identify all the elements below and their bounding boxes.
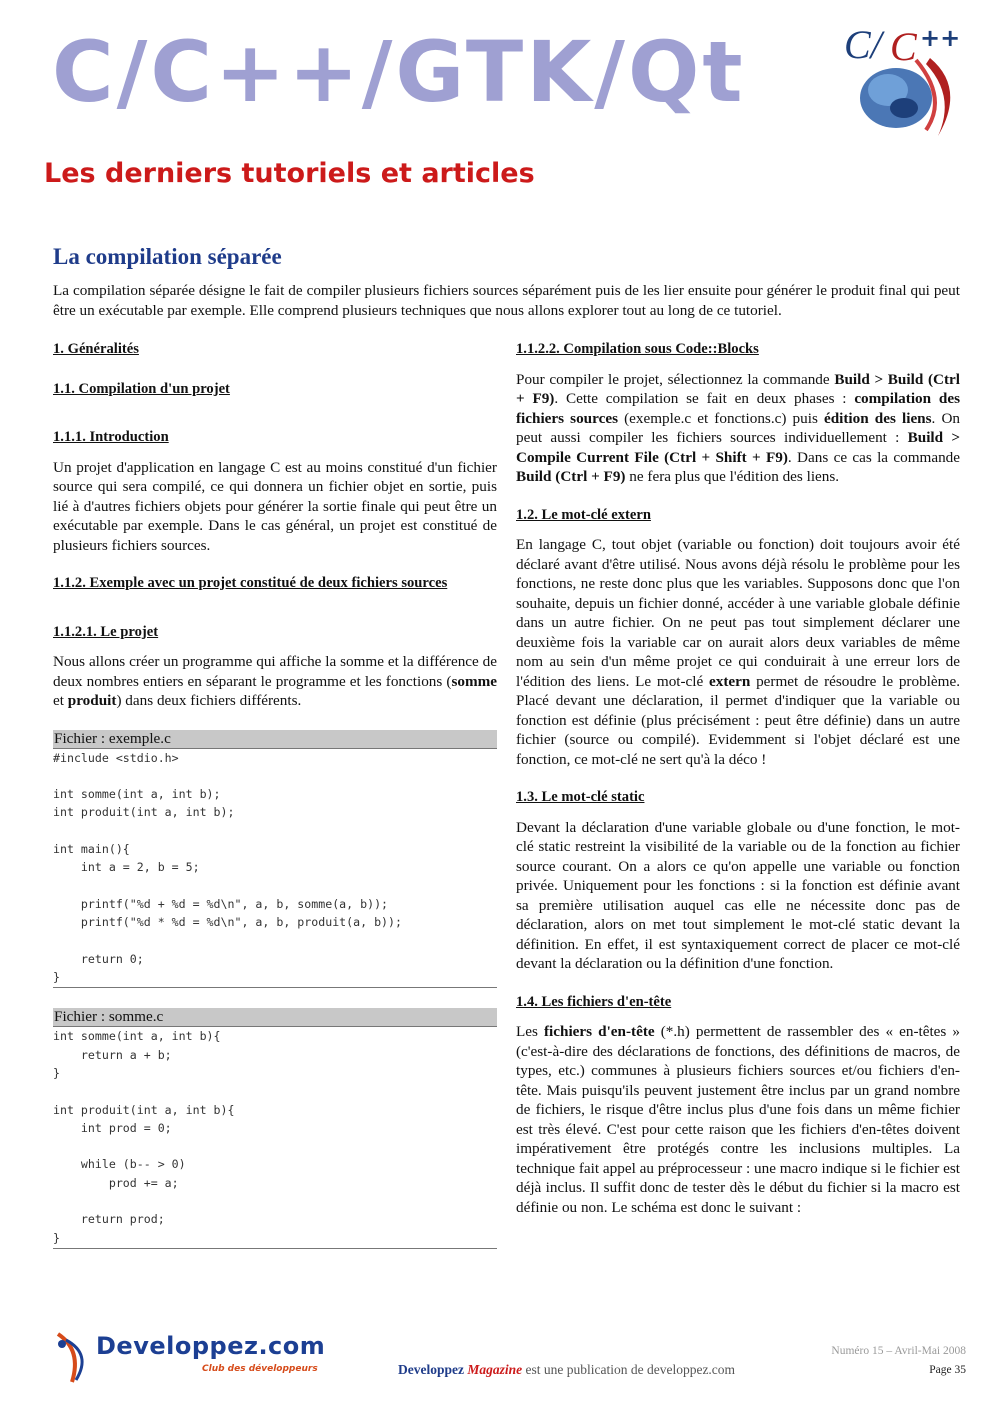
paragraph-compilation-codeblocks: Pour compiler le projet, sélectionnez la commande Build > Build (Ctrl + F9). Cette compilation se fait en deux phases : compilation des fichiers sources (exemple.c et fonctions.c) puis édition des liens. On peut aussi compiler les fichiers sources individuellement : Build > Compile Current File (Ctrl + Shift + F9). Dans ce cas la commande Build (Ctrl + F9) ne fera plus que l'édition des liens. [516, 370, 961, 485]
heading-mot-cle-static: 1.3. Le mot-clé static [516, 789, 645, 805]
paragraph-introduction: Un projet d'application en langage C est au moins constitué d'un fichier source qui sera compilé, ce qui donnera un fichier objet en sortie, puis lié à d'autres fichiers objets pour générer la sortie finale qui peut être un exécutable par exemple. Dans le cas général, un projet est constitué de plusieurs fichiers sources. [53, 458, 497, 554]
heading-compilation-codeblocks: 1.1.2.2. Compilation sous Code::Blocks [516, 341, 759, 357]
publication-line: Developpez Magazine est une publication de developpez.com [398, 1362, 736, 1377]
heading-introduction: 1.1.1. Introduction [53, 429, 169, 445]
heading-fichiers-en-tete: 1.4. Les fichiers d'en-tête [516, 993, 672, 1010]
paragraph-le-projet: Nous allons créer un programme qui affiche la somme et la différence de deux nombres entiers en séparant le programme et les fonctions (somme et produit) dans deux fichiers différents. [53, 653, 497, 709]
code-block-somme: int somme(int a, int b){ return a + b; } int produit(int a, int b){ int prod = 0; while (b-- > 0) prod += a; return prod; } [53, 1027, 497, 1249]
svg-text:C/: C/ [844, 22, 882, 67]
heading-generalites: 1. Généralités [53, 341, 139, 357]
heading-compilation-projet: 1.1. Compilation d'un projet [53, 380, 230, 397]
developpez-swoosh-icon [52, 1330, 96, 1386]
heading-le-projet: 1.1.2.1. Le projet [53, 623, 159, 640]
svg-text:++: ++ [920, 24, 961, 52]
developpez-logo-text: Developpez.com [96, 1332, 326, 1360]
paragraph-mot-cle-static: Devant la déclaration d'une variable globale ou d'une fonction, le mot-clé static restreint la visibilité de la variable ou de la fonction au fichier source courant. On a alors ce qu'on appelle une variable ou fonction privée. Uniquement pour les fonctions : si la fonction est définie avant sa première utilisation auquel cas elle ne nécessite donc pas de déclaration, alors on met tout simplement le mot-clé static devant la définition. En effet, il est syntaxiquement correct de placer ce mot-clé devant la déclaration ou la définition d'une fonction. [516, 818, 960, 972]
magazine-section-banner: C/C++/GTK/Qt [52, 23, 746, 121]
code-file-label-somme: Fichier : somme.c [53, 1008, 497, 1027]
article-title: La compilation séparée [53, 244, 282, 269]
section-subtitle: Les derniers tutoriels et articles [44, 158, 535, 189]
code-file-label-exemple: Fichier : exemple.c [53, 730, 497, 749]
paragraph-fichiers-en-tete: Les fichiers d'en-tête (*.h) permettent de rassembler des « en-têtes » (c'est-à-dire des déclarations de fonctions, des définitions de macros, de types, etc.) communes à plusieurs fichiers sources et/ou fichiers d'en-tête. Mais puisqu'ils peuvent justement être inclus par un grand nombre de fichiers, le risque d'être inclus plus d'une fois dans un même fichier est très élevé. C'est pour cette raison que les fichiers d'en-têtes doivent impérativement être protégés contre les inclusions multiples. La technique fait appel au préprocesseur : une macro indique si le fichier est déjà inclus. Il suffit donc de tester dès le début du fichier si la macro est définie ou non. Le schéma est donc le suivant : [516, 1023, 960, 1216]
code-block-exemple: #include <stdio.h> int somme(int a, int b); int produit(int a, int b); int main(){ int a = 2, b = 5; printf("%d + %d = %d\n", a, b, somme(a, b)); printf("%d * %d = %d\n", a, b, produit(a, b)); return 0; } [53, 749, 497, 989]
heading-exemple-projet: 1.1.2. Exemple avec un projet constitué de deux fichiers sources [53, 575, 448, 591]
developpez-logo-tagline: Club des développeurs [202, 1364, 318, 1374]
right-column [516, 340, 960, 1217]
left-column [53, 340, 497, 1249]
c-cpp-logo-icon [838, 18, 968, 143]
heading-mot-cle-extern: 1.2. Le mot-clé extern [516, 506, 651, 523]
article-intro: La compilation séparée désigne le fait de compiler plusieurs fichiers sources séparément puis de les lier ensuite pour générer le produit final qui peut être un exécutable par exemple. Elle comprend plusieurs techniques que nous allons explorer tout au long de ce tutoriel. [53, 282, 960, 319]
developpez-logo[interactable] [52, 1330, 326, 1386]
svg-text:C: C [890, 24, 917, 69]
page-number: Page 35 [929, 1364, 966, 1376]
paragraph-mot-cle-extern: En langage C, tout objet (variable ou fonction) doit toujours avoir été déclaré avant d'être utilisé. Nous avons déjà résolu le problème pour les fonctions, ne reste donc plus que les variables. Supposons donc que l'on souhaite, depuis un fichier donné, accéder à une variable globale définie dans un autre fichier. On ne peut pas tout simplement déclarer une deuxième fois la variable car on aurait alors deux variables de même nom au sein d'un même projet ce qui conduirait à une erreur lors de l'édition des liens. Le mot-clé extern permet de résoudre le problème. Placé devant une déclaration, il permet d'indiquer que la variable ou fonction est définie (plus précisément : peut être définie) dans un autre fichier (source ou compilé). Evidemment si l'objet déclaré est une fonction, ce mot-clé ne sert qu'à la déco ! [516, 536, 960, 768]
issue-number: Numéro 15 – Avril-Mai 2008 [831, 1345, 966, 1357]
